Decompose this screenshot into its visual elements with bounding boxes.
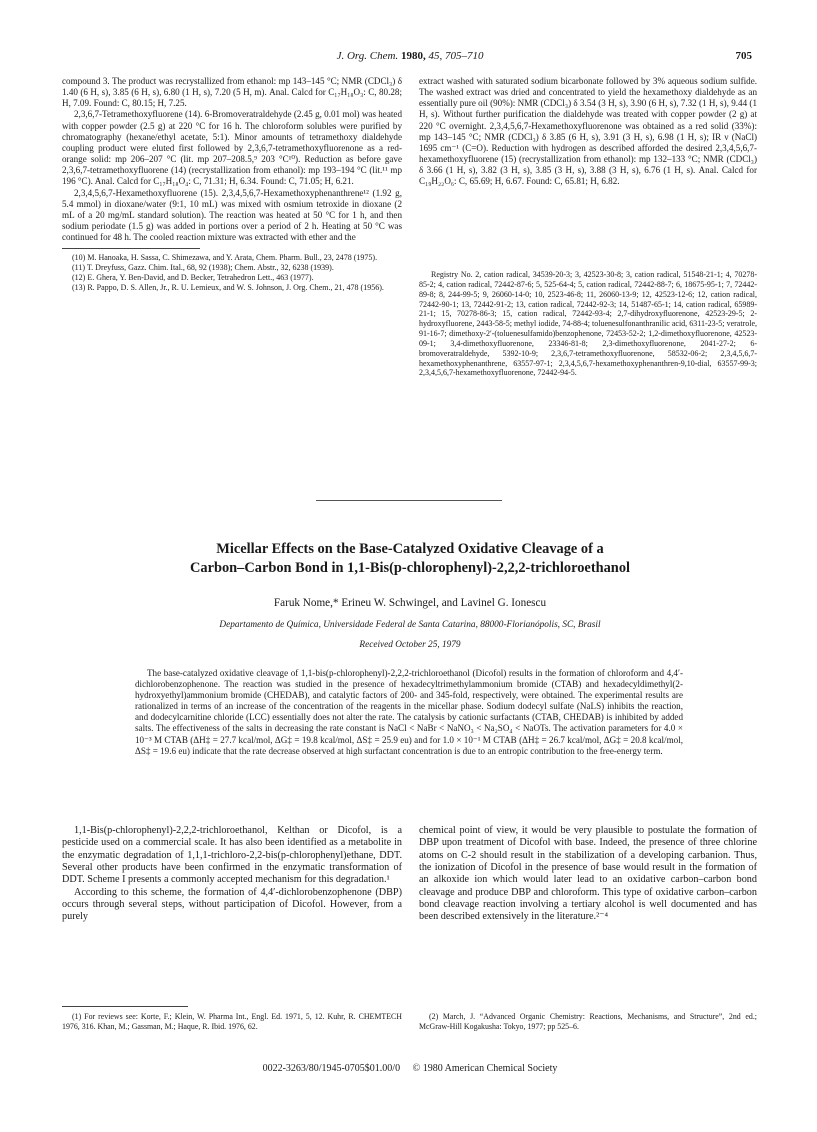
reference-item: (10) M. Hanoaka, H. Sassa, C. Shimezawa, and Y. Arata, Chem. Pharm. Bull., 23, 2478 (1975). — [72, 253, 378, 263]
journal-volume: 45, — [428, 50, 443, 62]
body-paragraph: 1,1-Bis(p-chlorophenyl)-2,2,2-trichloroethanol, Kelthan or Dicofol, is a pesticide used on a commercial scale. It has also been identified as a metabolite in the enzymatic degradation of 1,1,1-trichloro-2,2-bis(p-chlorophenyl)ethane, DDT. Several other products have been confirmed in the enzymatic transformation of DDT. Scheme I presents a commonly accepted mechanism for this degradation.¹ — [62, 825, 402, 886]
article-separator — [316, 500, 502, 501]
reference-item: (11) T. Dreyfuss, Gazz. Chim. Ital., 68, 92 (1938); Chem. Abstr., 32, 6238 (1939). — [72, 263, 334, 273]
journal-citation — [60, 50, 760, 62]
running-header — [60, 50, 760, 66]
article-title-line: Micellar Effects on the Base-Catalyzed Oxidative Cleavage of a — [216, 541, 604, 557]
reference-item: (13) R. Pappo, D. S. Allen, Jr., R. U. Lemieux, and W. S. Johnson, J. Org. Chem., 21, 478 (1956). — [72, 283, 384, 293]
experimental-paragraph: 2,3,6,7-Tetramethoxyfluorene (14). 6-Bromoveratraldehyde (2.45 g, 0.01 mol) was heated with copper powder (2.5 g) at 220 °C for 16 h. The chloroform solubles were purified by chromatography (hexane/ethyl acetate, 5:1). Minor amounts of tetramethoxy dialdehyde coupling product were eluted first followed by 2,3,6,7-tetramethoxyfluorenone as a red-orange solid: mp 206–207 °C (lit. mp 207–208.5,⁹ 203 °C¹⁰). Reduction as before gave 2,3,6,7-tetramethoxyfluorene (14) (recrystallization from ethanol): mp 193–194 °C (lit.¹¹ mp 196 °C). Anal. Calcd for C₁₇H₁₈O₄: C, 71.31; H, 6.34. Found: C, 71.05; H, 6.21. — [62, 109, 402, 187]
journal-year: 1980, — [400, 50, 426, 62]
experimental-paragraph: extract washed with saturated sodium bicarbonate followed by 3% aqueous sodium sulfide. The washed extract was dried and concentrated to yield the hexamethoxy dialdehyde as an essentially pure oil (90%): NMR (CDCl₃) δ 3.54 (3 H, s), 3.90 (6 H, s), 7.32 (1 H, s), 9.44 (1 H, s). Without further purification the dialdehyde was treated with copper powder (2 g) at 220 °C overnight. 2,3,4,5,6,7-Hexamethoxyfluorenone was obtained as a red solid (33%): mp 143–145 °C; NMR (CDCl₃) δ 3.85 (6 H, s), 3.91 (3 H, s), 6.98 (1 H, s); IR ν (NaCl) 1695 cm⁻¹ (C=O). Reduction with hydrogen as described afforded the desired 2,3,4,5,6,7-hexamethoxyfluorene (15) (recrystallization from ethanol): mp 132–133 °C; NMR (CDCl₃) δ 3.66 (1 H, s), 3.82 (3 H, s), 3.85 (3 H, s), 3.88 (3 H, s), 6.76 (1 H, s). Anal. Calcd for C₁₉H₂₂O₆: C, 65.69; H, 6.67. Found: C, 65.81; H, 6.82. — [419, 76, 757, 187]
article-code: 0022-3263/80/1945-0705$01.00/0 — [262, 1063, 401, 1074]
article-title-line: Carbon–Carbon Bond in 1,1-Bis(p-chlorophenyl)-2,2,2-trichloroethanol — [189, 560, 631, 576]
footnote: (1) For reviews see: Korte, F.; Klein, W. Pharma Int., Engl. Ed. 1971, 5, 12. Kuhr, R. CHEMTECH 1976, 316. Khan, M.; Gassman, M.; Haque, R. Ibid. 1976, 62. — [62, 1012, 402, 1031]
body-paragraph: According to this scheme, the formation of 4,4′-dichlorobenzophenone (DBP) occurs through several steps, without participation of Dicofol. However, from a purely — [62, 886, 402, 923]
journal-name: J. Org. Chem. — [336, 50, 399, 62]
reference-item: (12) E. Ghera, Y. Ben-David, and D. Becker, Tetrahedron Lett., 463 (1977). — [72, 273, 314, 283]
body-left-column — [62, 825, 402, 924]
article-abstract: The base-catalyzed oxidative cleavage of 1,1-bis(p-chlorophenyl)-2,2,2-trichloroethanol (Dicofol) results in the formation of chloroform and 4,4′-dichlorobenzophenone. The reaction was studied in the presence of hexadecyltrimethylammonium bromide (CTAB) and hexadecyldimethyl(2-hydroxyethyl)ammonium bromide (CHEDAB), and catalytic factors of 200- and 345-fold, respectively, were obtained. The experimental results are rationalized in terms of an increase of the concentration of the reagents in the micellar phase. Sodium dodecyl sulfate (NaLS) inhibits the reaction, and dodecylcarnitine chloride (LCC) essentially does not alter the rate. The catalysis by cationic surfactants (CTAB, CHEDAB) is inhibited by added salts. The effectiveness of the salts in decreasing the rate constant is NaCl < NaBr < NaNO₃ < Na₂SO₄ < NaOTs. The activation parameters for 4.0 × 10⁻³ M CTAB (ΔH‡ = 27.7 kcal/mol, ΔG‡ = 19.8 kcal/mol, ΔS‡ = 25.9 eu) and for 1.0 × 10⁻¹ M CTAB (ΔH‡ = 26.7 kcal/mol, ΔG‡ = 20.8 kcal/mol, ΔS‡ = 19.6 eu) indicate that the rate decrease observed at high surfactant concentration is due to an entropic contribution to the free-energy term. — [135, 668, 683, 756]
experimental-paragraph: compound 3. The product was recrystallized from ethanol: mp 143–145 °C; NMR (CDCl₃) δ 1.40 (6 H, s), 3.85 (6 H, s), 6.80 (1 H, s), 7.20 (5 H, m). Anal. Calcd for C₁₇H₁₈O₃: C, 80.28; H, 7.09. Found: C, 80.15; H, 7.25. — [62, 76, 402, 109]
experimental-paragraph: 2,3,4,5,6,7-Hexamethoxyfluorene (15). 2,3,4,5,6,7-Hexamethoxyphenanthrene¹² (1.92 g, 5.4 mmol) in dioxane/water (9:1, 10 mL) was mixed with osmium tetroxide in dioxane (2 mL of a 20 mg/mL standard solution). The reaction was heated at 50 °C for 1 h, and then sodium periodate (1.5 g) was added in portions over a period of 2 h. Heating at 50 °C was continued for 48 h. The cooled reaction mixture was extracted with ether and the — [62, 187, 402, 243]
copyright-notice: © 1980 American Chemical Society — [412, 1063, 558, 1074]
article-affiliation: Departamento de Química, Universidade Federal de Santa Catarina, 88000-Florianópolis, SC, Brasil — [219, 620, 601, 630]
journal-pages: 705–710 — [444, 50, 484, 62]
page-number: 705 — [735, 50, 752, 62]
footnote: (2) March, J. “Advanced Organic Chemistry: Reactions, Mechanisms, and Structure”, 2nd ed.; McGraw-Hill Kogakusha: Tokyo, 1977; pp 525–6. — [419, 1012, 757, 1031]
references-divider — [62, 248, 200, 249]
received-date: Received October 25, 1979 — [359, 640, 461, 650]
body-paragraph: chemical point of view, it would be very plausible to postulate the formation of DBP upon treatment of Dicofol with base. Indeed, the presence of three chlorine atoms on C-2 should result in the stabilization of a developing carbanion. Thus, the ionization of Dicofol in the presence of base would result in the formation of an alkoxide ion which would later lead to an oxidative carbon–carbon bond cleavage and produce DBP and chloroform. This type of oxidative carbon–carbon bond cleavage reaction involving a tertiary alcohol is well documented and has been described extensively in the literature.²⁻⁴ — [419, 825, 757, 923]
page-footer — [60, 1063, 760, 1074]
article-title — [60, 540, 760, 578]
footnote-divider — [62, 1006, 188, 1007]
references-list — [62, 253, 402, 293]
article-authors: Faruk Nome,* Erineu W. Schwingel, and Lavinel G. Ionescu — [273, 597, 547, 609]
body-right-column — [419, 825, 757, 924]
registry-numbers: Registry No. 2, cation radical, 34539-20-3; 3, 42523-30-8; 3, cation radical, 51548-21-1; 4, 70278-85-2; 4, cation radical, 72442-87-6; 5, 525-64-4; 5, cation radical, 72442-88-7; 6, 18675-95-1; 7, 72442-89-8; 8, 244-99-5; 9, 26060-14-0; 10, 2523-46-8; 11, 26060-13-9; 12, 42523-12-6; 12, cation radical, 72442-90-1; 13, 72442-91-2; 13, cation radical, 72442-92-3; 14, 51487-65-1; 14, cation radical, 65989-21-1; 15, 70278-86-3; 15, cation radical, 72442-93-4; 2,7-dihydroxyfluorenone, 42523-29-5; 2-hydroxyfluorene, 2443-58-5; methyl iodide, 74-88-4; toluenesulfonanthranilic acid, 6311-23-5; veratrole, 91-16-7; dimethoxy-2′-(toluenesulfamido)benzophenone, 72453-52-2; 1,2-dimethoxyfluorenone, 42523-09-1; 3,4-dimethoxyfluorenone, 23346-81-8; 2,3-dimethoxyfluorenone, 2041-27-2; 6-bromoveratraldehyde, 5392-10-9; 2,3,6,7-tetramethoxyfluorenone, 58532-06-2; 2,3,4,5,6,7-hexamethoxyphenanthrene, 63557-97-1; 2,3,4,5,6,7-hexamethoxyphenanthren-9,10-dial, 63557-99-3; 2,3,4,5,6,7-hexamethoxyfluorenone, 72442-94-5. — [419, 270, 757, 378]
previous-article-right-column — [419, 76, 757, 188]
previous-article-left-column — [62, 76, 402, 293]
